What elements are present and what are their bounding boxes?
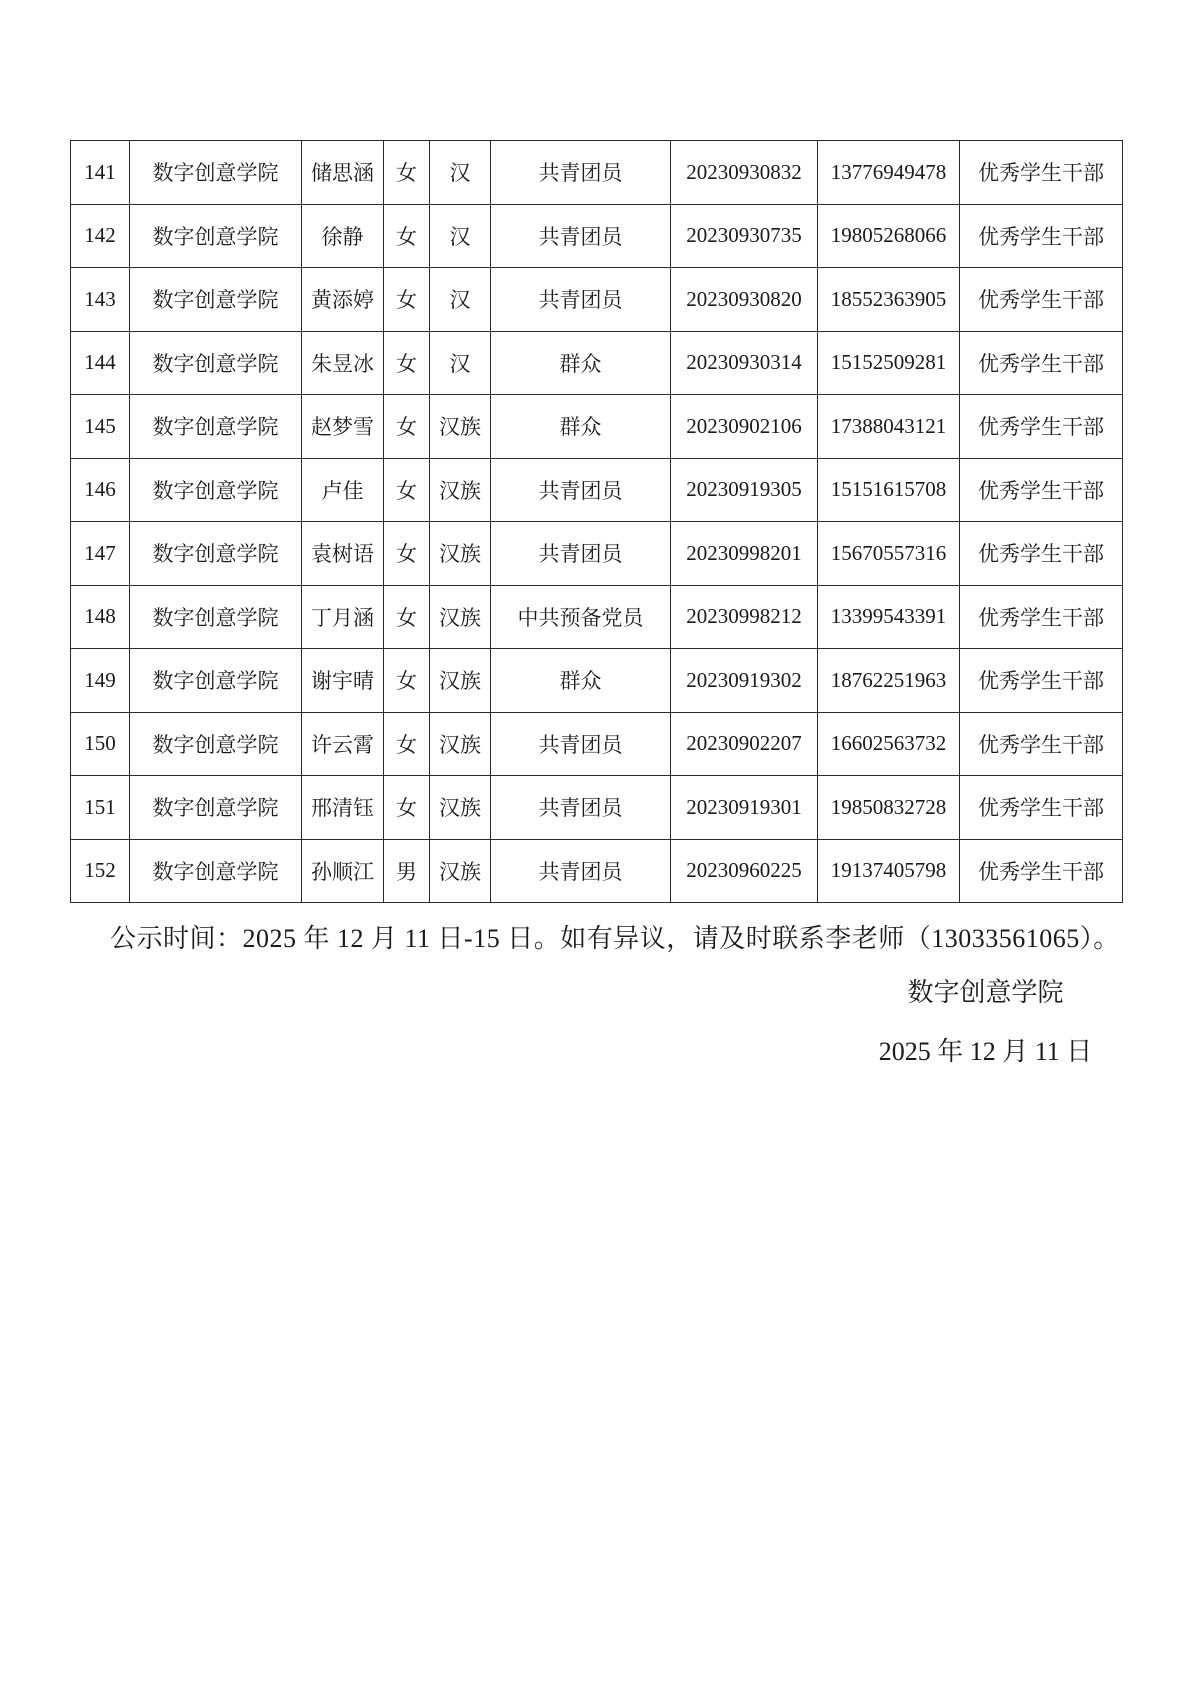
table-cell: 优秀学生干部 [960,585,1123,649]
table-row [71,522,1123,586]
table-cell: 卢佳 [302,458,384,522]
table-cell: 数字创意学院 [130,458,302,522]
table-cell: 女 [384,522,430,586]
table-cell: 数字创意学院 [130,395,302,459]
table-cell: 汉族 [430,649,491,713]
table-cell: 邢清钰 [302,776,384,840]
table-cell: 女 [384,649,430,713]
table-cell: 女 [384,141,430,205]
table-cell: 优秀学生干部 [960,839,1123,903]
table-cell: 20230930832 [671,141,818,205]
table-cell: 女 [384,585,430,649]
table-cell: 女 [384,776,430,840]
publicity-notice-text: 公示时间：2025 年 12 月 11 日-15 日。如有异议，请及时联系李老师（13033561065）。 [110,924,1120,953]
table-cell: 共青团员 [491,522,671,586]
table-cell: 储思涵 [302,141,384,205]
table-cell: 15670557316 [818,522,960,586]
table-cell: 144 [71,331,130,395]
table-cell: 汉 [430,268,491,332]
table-cell: 18552363905 [818,268,960,332]
table-cell: 145 [71,395,130,459]
signature-date: 2025 年 12 月 11 日 [878,1037,1093,1066]
table-cell: 数字创意学院 [130,141,302,205]
table-cell: 150 [71,712,130,776]
table-cell: 群众 [491,395,671,459]
table-cell: 优秀学生干部 [960,331,1123,395]
table-cell: 女 [384,268,430,332]
table-cell: 袁树语 [302,522,384,586]
table-row [71,331,1123,395]
table-cell: 148 [71,585,130,649]
table-cell: 数字创意学院 [130,649,302,713]
table-cell: 汉族 [430,585,491,649]
table-cell: 女 [384,458,430,522]
table-cell: 优秀学生干部 [960,522,1123,586]
table-cell: 19805268066 [818,204,960,268]
table-cell: 数字创意学院 [130,204,302,268]
table-cell: 142 [71,204,130,268]
table-row [71,649,1123,713]
table-cell: 17388043121 [818,395,960,459]
table-row [71,839,1123,903]
table-cell: 赵梦雪 [302,395,384,459]
table-cell: 优秀学生干部 [960,649,1123,713]
table-cell: 共青团员 [491,712,671,776]
table-cell: 147 [71,522,130,586]
table-cell: 许云霄 [302,712,384,776]
table-cell: 女 [384,331,430,395]
table-cell: 20230919301 [671,776,818,840]
table-cell: 谢宇晴 [302,649,384,713]
roster-table-body [71,141,1123,903]
table-cell: 20230930735 [671,204,818,268]
table-cell: 汉族 [430,839,491,903]
table-cell: 优秀学生干部 [960,204,1123,268]
awards-roster-table [70,140,1123,903]
signature-block [780,972,1191,1068]
table-cell: 16602563732 [818,712,960,776]
table-cell: 152 [71,839,130,903]
table-cell: 汉 [430,331,491,395]
table-cell: 20230902207 [671,712,818,776]
table-cell: 146 [71,458,130,522]
table-row [71,268,1123,332]
table-cell: 20230998201 [671,522,818,586]
table-cell: 男 [384,839,430,903]
table-cell: 中共预备党员 [491,585,671,649]
table-cell: 优秀学生干部 [960,268,1123,332]
table-cell: 汉族 [430,522,491,586]
table-row [71,141,1123,205]
table-cell: 数字创意学院 [130,839,302,903]
table-cell: 群众 [491,331,671,395]
table-cell: 15152509281 [818,331,960,395]
table-cell: 女 [384,204,430,268]
table-cell: 20230919302 [671,649,818,713]
table-cell: 优秀学生干部 [960,458,1123,522]
table-cell: 141 [71,141,130,205]
table-cell: 群众 [491,649,671,713]
table-cell: 19137405798 [818,839,960,903]
table-cell: 孙顺江 [302,839,384,903]
table-cell: 20230930820 [671,268,818,332]
table-row [71,458,1123,522]
table-row [71,395,1123,459]
table-cell: 汉族 [430,395,491,459]
table-cell: 20230919305 [671,458,818,522]
table-cell: 汉 [430,204,491,268]
table-cell: 汉族 [430,776,491,840]
table-row [71,585,1123,649]
table-cell: 数字创意学院 [130,331,302,395]
table-cell: 共青团员 [491,839,671,903]
table-cell: 共青团员 [491,776,671,840]
table-cell: 20230930314 [671,331,818,395]
table-cell: 数字创意学院 [130,585,302,649]
table-cell: 汉族 [430,458,491,522]
table-cell: 15151615708 [818,458,960,522]
table-cell: 19850832728 [818,776,960,840]
table-cell: 汉 [430,141,491,205]
table-row [71,776,1123,840]
table-cell: 143 [71,268,130,332]
table-cell: 优秀学生干部 [960,141,1123,205]
table-cell: 朱昱冰 [302,331,384,395]
table-cell: 数字创意学院 [130,522,302,586]
table-cell: 13399543391 [818,585,960,649]
table-cell: 优秀学生干部 [960,712,1123,776]
table-cell: 数字创意学院 [130,712,302,776]
table-cell: 共青团员 [491,141,671,205]
table-cell: 20230960225 [671,839,818,903]
table-cell: 20230902106 [671,395,818,459]
table-cell: 数字创意学院 [130,776,302,840]
table-cell: 共青团员 [491,268,671,332]
table-cell: 女 [384,712,430,776]
table-cell: 黄添婷 [302,268,384,332]
table-cell: 共青团员 [491,204,671,268]
table-cell: 13776949478 [818,141,960,205]
table-cell: 149 [71,649,130,713]
table-row [71,712,1123,776]
table-cell: 18762251963 [818,649,960,713]
table-cell: 丁月涵 [302,585,384,649]
table-row [71,204,1123,268]
table-cell: 优秀学生干部 [960,395,1123,459]
signature-college: 数字创意学院 [907,978,1064,1007]
table-cell: 151 [71,776,130,840]
table-cell: 数字创意学院 [130,268,302,332]
table-cell: 20230998212 [671,585,818,649]
table-cell: 优秀学生干部 [960,776,1123,840]
table-cell: 女 [384,395,430,459]
table-cell: 共青团员 [491,458,671,522]
table-cell: 汉族 [430,712,491,776]
table-cell: 徐静 [302,204,384,268]
